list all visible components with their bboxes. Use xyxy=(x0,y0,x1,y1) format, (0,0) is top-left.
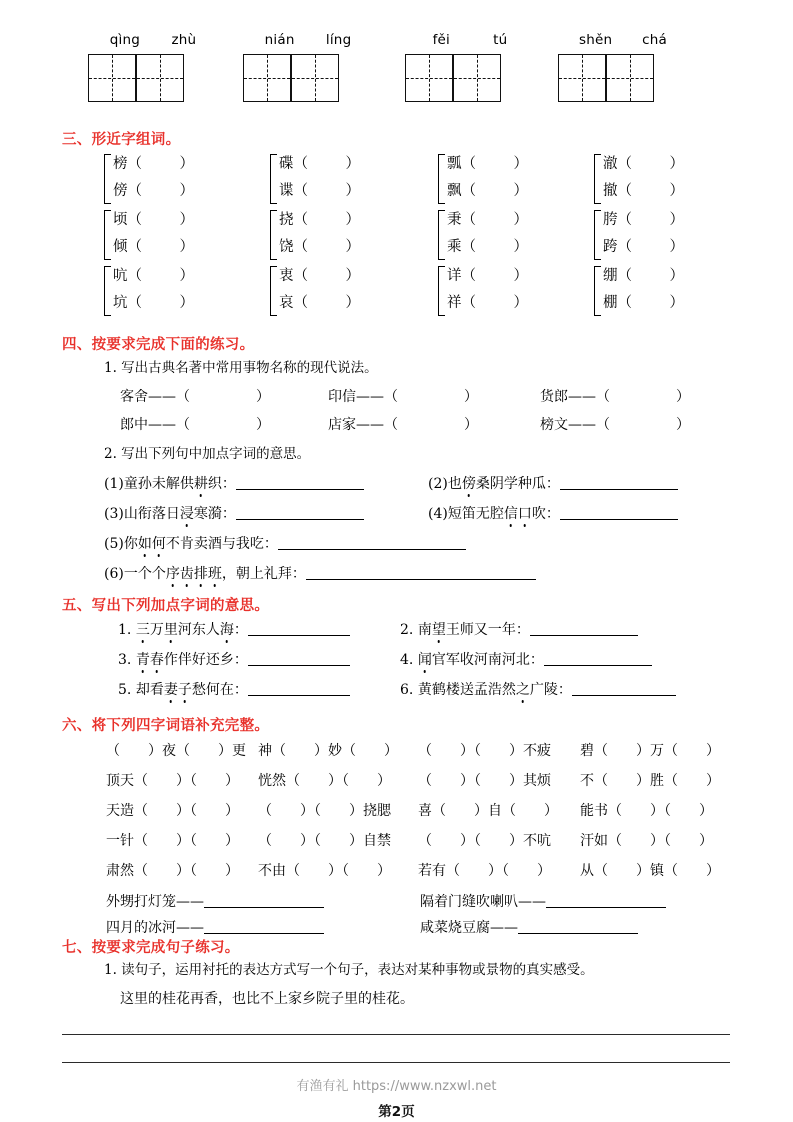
char-pair-top[interactable]: 顷（ ） xyxy=(113,212,194,228)
char: 撤 xyxy=(603,183,618,199)
idiom-blank[interactable]: 喜（ ）自（ ） xyxy=(418,803,558,819)
section-4-q1-prompt: 1. 写出古典名著中常用事物名称的现代说法。 xyxy=(104,360,378,376)
bracket-icon xyxy=(594,210,601,260)
q1-item[interactable]: 客舍——（ ） xyxy=(120,389,270,405)
idiom-blank[interactable]: （ ）（ ）挠腮 xyxy=(258,803,391,819)
q2-item[interactable] xyxy=(428,476,678,491)
xiehouyu-label: 外甥打灯笼—— xyxy=(106,894,204,910)
char: 跨 xyxy=(603,239,618,255)
char-pair-group xyxy=(594,152,744,208)
section-7-example-sentence: 这里的桂花再香，也比不上家乡院子里的桂花。 xyxy=(120,991,414,1007)
s5-item[interactable] xyxy=(400,682,676,697)
bracket-icon xyxy=(438,266,445,316)
s5-item-text: 黄鹤楼送孟浩然之广陵： xyxy=(417,682,572,698)
q2-item-text: 童孙未解供耕织： xyxy=(123,476,236,492)
answer-blank[interactable] xyxy=(306,566,536,580)
s5-item[interactable] xyxy=(400,652,652,667)
s5-item-text: 青春作伴好还乡： xyxy=(135,652,248,668)
xiehouyu-item[interactable] xyxy=(420,894,666,909)
char-pair-group xyxy=(594,264,744,320)
s5-item-number: 5. xyxy=(118,682,132,698)
answer-rule-line[interactable] xyxy=(62,1062,730,1063)
footer-watermark: 有渔有礼 https://www.nzxwl.net xyxy=(296,1079,497,1094)
char-pair-bottom[interactable]: 跨（ ） xyxy=(603,239,684,255)
char-pair-top[interactable]: 澈（ ） xyxy=(603,156,684,172)
tianzige-cell[interactable] xyxy=(136,54,184,102)
char-pair-bottom[interactable]: 棚（ ） xyxy=(603,295,684,311)
bracket-icon xyxy=(438,154,445,204)
q1-item-label: 郎中——（ xyxy=(120,417,190,433)
q2-item-text: 也傍桑阴学种瓜： xyxy=(447,476,560,492)
char-pair-bottom[interactable]: 谍（ ） xyxy=(279,183,360,199)
char-pair-group xyxy=(438,264,588,320)
q1-item-label: 店家——（ xyxy=(328,417,398,433)
q1-item-label: 印信——（ xyxy=(328,389,398,405)
q2-item-number: (5) xyxy=(104,536,124,552)
bracket-icon xyxy=(594,154,601,204)
char-pair-top[interactable]: 秉（ ） xyxy=(447,212,528,228)
s5-item-number: 2. xyxy=(400,622,414,638)
q2-item-text: 你如何不肯卖酒与我吃： xyxy=(123,536,278,552)
q2-item-text: 短笛无腔信口吹： xyxy=(447,506,560,522)
q1-item-label: 榜文——（ xyxy=(540,417,610,433)
char-pair-group xyxy=(270,208,420,264)
char-pair-group xyxy=(594,208,744,264)
char-pair-bottom[interactable]: 飘（ ） xyxy=(447,183,528,199)
char: 祥 xyxy=(447,295,462,311)
bracket-icon xyxy=(104,210,111,260)
section-4-heading: 四、按要求完成下面的练习。 xyxy=(62,337,255,353)
q1-item[interactable]: 印信——（ ） xyxy=(328,389,478,405)
char: 傍 xyxy=(113,183,128,199)
char: 绷 xyxy=(603,268,618,284)
xiehouyu-item[interactable] xyxy=(420,920,638,935)
pinyin-writing-exercise xyxy=(0,30,793,112)
q2-item-number: (4) xyxy=(428,506,448,522)
char: 挠 xyxy=(279,212,294,228)
s5-item-number: 1. xyxy=(118,622,132,638)
q1-item[interactable]: 货郎——（ ） xyxy=(540,389,690,405)
q2-item[interactable] xyxy=(104,506,364,521)
idiom-blank[interactable]: 天造（ ）（ ） xyxy=(106,803,239,819)
char: 胯 xyxy=(603,212,618,228)
answer-blank[interactable] xyxy=(518,920,638,934)
pinyin-group-2 xyxy=(243,30,373,102)
s5-item-number: 6. xyxy=(400,682,414,698)
char-pair-group xyxy=(104,208,254,264)
answer-blank[interactable] xyxy=(278,536,466,550)
char-pair-top[interactable]: 瓢（ ） xyxy=(447,156,528,172)
answer-blank[interactable] xyxy=(546,894,666,908)
char-pair-top[interactable]: 碟（ ） xyxy=(279,156,360,172)
section-3-heading: 三、形近字组词。 xyxy=(62,132,181,148)
bracket-icon xyxy=(270,154,277,204)
char: 坑 xyxy=(113,295,128,311)
xiehouyu-label: 咸菜烧豆腐—— xyxy=(420,920,518,936)
char-pair-top[interactable]: 榜（ ） xyxy=(113,156,194,172)
answer-blank[interactable] xyxy=(248,652,350,666)
pinyin-syllable: qìng xyxy=(109,32,140,48)
char: 瓢 xyxy=(447,156,462,172)
char-pair-group xyxy=(270,264,420,320)
char: 哀 xyxy=(279,295,294,311)
s5-item-number: 4. xyxy=(400,652,414,668)
tianzige-cell[interactable] xyxy=(558,54,606,102)
answer-blank[interactable] xyxy=(560,476,678,490)
char-pair-group xyxy=(270,152,420,208)
q2-item[interactable] xyxy=(104,476,364,491)
answer-blank[interactable] xyxy=(236,506,364,520)
tianzige-boxes[interactable] xyxy=(243,54,373,102)
idiom-blank[interactable]: 汗如（ ）（ ） xyxy=(580,833,713,849)
idiom-blank[interactable]: 肃然（ ）（ ） xyxy=(106,863,239,879)
char-pair-top[interactable]: 吭（ ） xyxy=(113,268,194,284)
bracket-icon xyxy=(104,266,111,316)
char-pair-top[interactable]: 挠（ ） xyxy=(279,212,360,228)
char-pair-group xyxy=(104,264,254,320)
char: 秉 xyxy=(447,212,462,228)
idiom-blank[interactable]: 不（ ）胜（ ） xyxy=(580,773,720,789)
xiehouyu-label: 隔着门缝吹喇叭—— xyxy=(420,894,546,910)
answer-blank[interactable] xyxy=(204,894,324,908)
char: 乘 xyxy=(447,239,462,255)
char: 澈 xyxy=(603,156,618,172)
tianzige-cell[interactable] xyxy=(606,54,654,102)
idiom-blank[interactable]: 碧（ ）万（ ） xyxy=(580,743,720,759)
tianzige-cell[interactable] xyxy=(453,54,501,102)
bracket-icon xyxy=(270,210,277,260)
idiom-blank[interactable]: （ ）（ ）自禁 xyxy=(258,833,391,849)
idiom-blank[interactable]: 若有（ ）（ ） xyxy=(418,863,551,879)
char: 飘 xyxy=(447,183,462,199)
idiom-blank[interactable]: 从（ ）镇（ ） xyxy=(580,863,720,879)
char-pair-bottom[interactable]: 祥（ ） xyxy=(447,295,528,311)
pinyin-labels xyxy=(558,30,688,50)
idiom-blank[interactable]: 恍然（ ）（ ） xyxy=(258,773,391,789)
section-7-heading: 七、按要求完成句子练习。 xyxy=(62,940,240,956)
section-7-q1-prompt: 1. 读句子，运用衬托的表达方式写一个句子，表达对某种事物或景物的真实感受。 xyxy=(104,962,594,978)
char-pair-top[interactable]: 详（ ） xyxy=(447,268,528,284)
char: 榜 xyxy=(113,156,128,172)
char-pair-top[interactable]: 衷（ ） xyxy=(279,268,360,284)
answer-blank[interactable] xyxy=(544,652,652,666)
idiom-blank[interactable]: （ ）夜（ ）更 xyxy=(106,743,246,759)
idiom-blank[interactable]: （ ）（ ）不疲 xyxy=(418,743,551,759)
bracket-icon xyxy=(104,154,111,204)
pinyin-group-4 xyxy=(558,30,688,102)
idiom-blank[interactable]: （ ）（ ）其烦 xyxy=(418,773,551,789)
xiehouyu-item[interactable] xyxy=(106,894,324,909)
s5-item-text: 南望王师又一年： xyxy=(417,622,530,638)
s5-item[interactable] xyxy=(118,652,350,667)
q2-item[interactable] xyxy=(428,506,678,521)
bracket-icon xyxy=(438,210,445,260)
char: 棚 xyxy=(603,295,618,311)
answer-blank[interactable] xyxy=(530,622,638,636)
s5-item[interactable] xyxy=(400,622,638,637)
pinyin-syllable: tú xyxy=(493,32,508,48)
pinyin-group-3 xyxy=(405,30,535,102)
char-pair-top[interactable]: 胯（ ） xyxy=(603,212,684,228)
bracket-icon xyxy=(594,266,601,316)
pinyin-syllable: chá xyxy=(642,32,668,48)
answer-blank[interactable] xyxy=(236,476,364,490)
char-pair-group xyxy=(438,152,588,208)
pinyin-syllable: nián xyxy=(264,32,295,48)
tianzige-boxes[interactable] xyxy=(558,54,688,102)
idiom-blank[interactable]: 顶天（ ）（ ） xyxy=(106,773,239,789)
tianzige-boxes[interactable] xyxy=(88,54,218,102)
s5-item-number: 3. xyxy=(118,652,132,668)
s5-item-text: 闻官军收河南河北： xyxy=(417,652,544,668)
tianzige-cell[interactable] xyxy=(88,54,136,102)
pinyin-labels xyxy=(405,30,535,50)
q2-item[interactable] xyxy=(104,536,466,551)
q2-item-number: (2) xyxy=(428,476,448,492)
q2-item[interactable] xyxy=(104,566,536,581)
q2-item-text: 山衔落日浸寒漪： xyxy=(123,506,236,522)
section-6-heading: 六、将下列四字词语补充完整。 xyxy=(62,718,270,734)
xiehouyu-label: 四月的冰河—— xyxy=(106,920,204,936)
answer-rule-line[interactable] xyxy=(62,1034,730,1035)
s5-item-text: 三万里河东人海： xyxy=(135,622,248,638)
char-pair-bottom[interactable]: 饶（ ） xyxy=(279,239,360,255)
s5-item-text: 却看妻子愁何在： xyxy=(135,682,248,698)
bracket-icon xyxy=(270,266,277,316)
char-pair-bottom[interactable]: 倾（ ） xyxy=(113,239,194,255)
q2-item-number: (3) xyxy=(104,506,124,522)
char-pair-bottom[interactable]: 傍（ ） xyxy=(113,183,194,199)
answer-blank[interactable] xyxy=(572,682,676,696)
char-pair-bottom[interactable]: 乘（ ） xyxy=(447,239,528,255)
q1-item[interactable]: 店家——（ ） xyxy=(328,417,478,433)
q1-item-label: 客舍——（ xyxy=(120,389,190,405)
pinyin-labels xyxy=(88,30,218,50)
q2-item-text: 一个个序齿排班，朝上礼拜： xyxy=(123,566,306,582)
idiom-blank[interactable]: 一针（ ）（ ） xyxy=(106,833,239,849)
tianzige-cell[interactable] xyxy=(291,54,339,102)
idiom-blank[interactable]: （ ）（ ）不吭 xyxy=(418,833,551,849)
char: 饶 xyxy=(279,239,294,255)
s5-item[interactable] xyxy=(118,682,350,697)
char: 详 xyxy=(447,268,462,284)
char-pair-bottom[interactable]: 哀（ ） xyxy=(279,295,360,311)
char-pair-top[interactable]: 绷（ ） xyxy=(603,268,684,284)
xiehouyu-item[interactable] xyxy=(106,920,324,935)
pinyin-syllable: líng xyxy=(325,32,352,48)
tianzige-cell[interactable] xyxy=(243,54,291,102)
page-number: 第2页 xyxy=(378,1104,415,1120)
section-4-q2-prompt: 2. 写出下列句中加点字词的意思。 xyxy=(104,446,311,462)
q1-item[interactable]: 榜文——（ ） xyxy=(540,417,690,433)
q1-item-label: 货郎——（ xyxy=(540,389,610,405)
q1-item[interactable]: 郎中——（ ） xyxy=(120,417,270,433)
answer-blank[interactable] xyxy=(204,920,324,934)
char-pair-group xyxy=(438,208,588,264)
idiom-blank[interactable]: 能书（ ）（ ） xyxy=(580,803,713,819)
char: 谍 xyxy=(279,183,294,199)
s5-item[interactable] xyxy=(118,622,350,637)
idiom-blank[interactable]: 神（ ）妙（ ） xyxy=(258,743,398,759)
pinyin-syllable: zhù xyxy=(171,32,197,48)
idiom-blank[interactable]: 不由（ ）（ ） xyxy=(258,863,391,879)
char-pair-group xyxy=(104,152,254,208)
char: 吭 xyxy=(113,268,128,284)
tianzige-boxes[interactable] xyxy=(405,54,535,102)
char: 碟 xyxy=(279,156,294,172)
tianzige-cell[interactable] xyxy=(405,54,453,102)
char: 顷 xyxy=(113,212,128,228)
char: 倾 xyxy=(113,239,128,255)
pinyin-syllable: shěn xyxy=(578,32,613,48)
answer-blank[interactable] xyxy=(248,622,350,636)
section-5-heading: 五、写出下列加点字词的意思。 xyxy=(62,598,270,614)
pinyin-group-1 xyxy=(88,30,218,102)
char-pair-bottom[interactable]: 撤（ ） xyxy=(603,183,684,199)
answer-blank[interactable] xyxy=(248,682,350,696)
q2-item-number: (6) xyxy=(104,566,124,582)
q2-item-number: (1) xyxy=(104,476,124,492)
char: 衷 xyxy=(279,268,294,284)
char-pair-bottom[interactable]: 坑（ ） xyxy=(113,295,194,311)
answer-blank[interactable] xyxy=(560,506,678,520)
pinyin-labels xyxy=(243,30,373,50)
pinyin-syllable: fěi xyxy=(432,32,450,48)
